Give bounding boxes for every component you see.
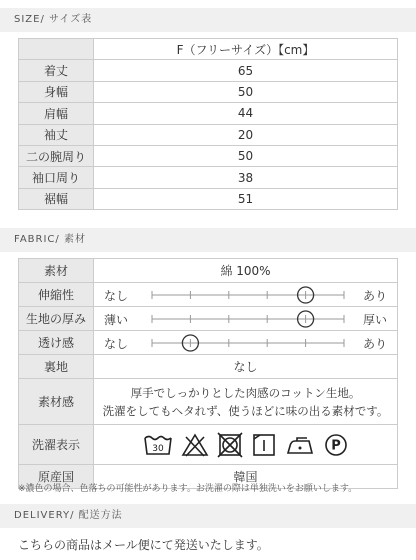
table-row (19, 283, 398, 307)
table-row (19, 259, 398, 283)
table-row (19, 60, 398, 81)
material-label: 素材 (19, 259, 94, 283)
table-row (19, 188, 398, 209)
sheerness-low-label: なし (104, 336, 129, 351)
size-label: 袖口周り (19, 167, 94, 188)
stretch-scale (100, 284, 391, 306)
size-column-header: F（フリーサイズ）【cm】 (94, 39, 398, 60)
delivery-text: こちらの商品はメール便にて発送いたします。 (18, 538, 269, 552)
care-label: 洗濯表示 (19, 425, 94, 465)
size-value: 38 (94, 167, 398, 188)
size-label: 袖丈 (19, 124, 94, 145)
stretch-scale-track (144, 284, 354, 306)
table-row (19, 307, 398, 331)
texture-label: 素材感 (19, 379, 94, 425)
care-note: ※濃色の場合、色落ちの可能性があります。お洗濯の際は単独洗いをお願いします。 (18, 484, 358, 494)
thickness-low-label: 薄い (104, 312, 129, 327)
size-header-blank (19, 39, 94, 60)
texture-line-1: 厚手でしっかりとした肉感のコットン生地。 (130, 385, 361, 400)
size-table (18, 38, 398, 210)
size-value: 65 (94, 60, 398, 81)
sheerness-scale-track (144, 332, 354, 354)
line-dry-icon (251, 432, 277, 458)
table-row (19, 103, 398, 124)
iron-low-icon (285, 432, 315, 458)
care-icons (94, 432, 397, 458)
dry-clean-p-icon (323, 432, 349, 458)
sheerness-high-label: あり (362, 336, 387, 351)
size-label: 着丈 (19, 60, 94, 81)
table-row (19, 331, 398, 355)
size-label: 二の腕周り (19, 145, 94, 166)
lining-label: 裏地 (19, 355, 94, 379)
size-header-row (19, 39, 398, 60)
size-value: 50 (94, 145, 398, 166)
origin-value: 韓国 (94, 465, 398, 489)
table-row (19, 145, 398, 166)
no-bleach-icon (181, 432, 209, 458)
table-row (19, 425, 398, 465)
table-row (19, 124, 398, 145)
size-label: 肩幅 (19, 103, 94, 124)
stretch-high-label: あり (362, 288, 387, 303)
size-section-heading: SIZE/ サイズ表 (0, 8, 416, 32)
size-value: 50 (94, 81, 398, 102)
no-tumble-dry-icon (217, 432, 243, 458)
table-row (19, 167, 398, 188)
dry-clean-letter: P (330, 438, 341, 453)
size-value: 51 (94, 188, 398, 209)
fabric-section-heading: FABRIC/ 素材 (0, 228, 416, 252)
texture-line-2: 洗濯をしてもヘタれず、使うほどに味の出る素材です。 (102, 403, 389, 418)
size-value: 20 (94, 124, 398, 145)
size-label: 裾幅 (19, 188, 94, 209)
thickness-scale-track (144, 308, 354, 330)
stretch-label: 伸縮性 (19, 283, 94, 307)
wash-temp-text: 30 (151, 443, 164, 454)
thickness-scale (100, 308, 391, 330)
fabric-table (18, 258, 398, 489)
thickness-label: 生地の厚み (19, 307, 94, 331)
thickness-high-label: 厚い (362, 312, 387, 327)
sheerness-scale (100, 332, 391, 354)
table-row (19, 355, 398, 379)
lining-value: なし (94, 355, 398, 379)
table-row (19, 81, 398, 102)
material-value: 綿 100% (94, 259, 398, 283)
sheerness-label: 透け感 (19, 331, 94, 355)
size-label: 身幅 (19, 81, 94, 102)
size-value: 44 (94, 103, 398, 124)
delivery-section-heading: DELIVERY/ 配送方法 (0, 504, 416, 528)
table-row (19, 379, 398, 425)
origin-label: 原産国 (19, 465, 94, 489)
stretch-low-label: なし (104, 288, 129, 303)
wash-30-icon (143, 432, 173, 458)
